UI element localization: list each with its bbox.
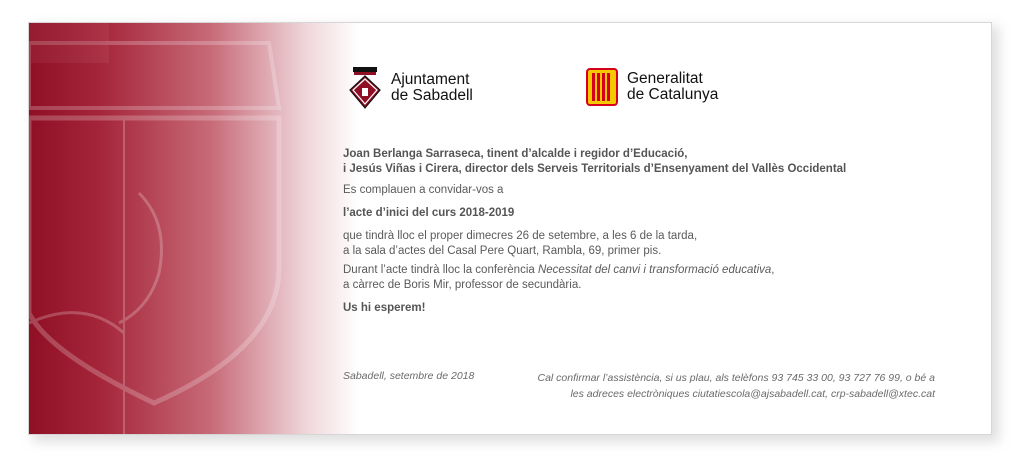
event-title: l’acte d’inici del curs 2018-2019: [343, 207, 515, 219]
ajuntament-line2: de Sabadell: [391, 87, 473, 104]
details-line-2: a la sala d’actes del Casal Pere Quart, Rambla, 69, primer pis.: [343, 245, 662, 257]
ajuntament-line1: Ajuntament: [391, 71, 470, 88]
hosts-line-1: Joan Berlanga Sarraseca, tinent d’alcalde i regidor d’Educació,: [343, 148, 688, 160]
invitation-text: [343, 147, 973, 316]
generalitat-line1: Generalitat: [627, 70, 703, 87]
speaker-line: a càrrec de Boris Mir, professor de secundària.: [343, 279, 582, 291]
rsvp-email-addresses: ciutatiescola@ajsabadell.cat, crp-sabadell@xtec.cat: [692, 388, 935, 400]
conference-title: Necessitat del canvi i transformació educativa: [537, 264, 772, 276]
invitation-card: [28, 22, 992, 435]
generalitat-line2: de Catalunya: [627, 86, 719, 103]
catalan-flag-icon: [585, 68, 619, 106]
place-date: Sabadell, setembre de 2018: [343, 370, 475, 382]
ajuntament-logo: [347, 66, 473, 110]
conference-line: [343, 263, 973, 278]
rsvp-line-1: Cal confirmar l’assistència, si us plau, als telèfons 93 745 33 00, 93 727 76 99, o bé a: [537, 372, 935, 384]
rsvp-line-2: [538, 386, 936, 402]
conference-suffix: ,: [771, 264, 775, 276]
conference-prefix: Durant l’acte tindrà lloc la conferència: [343, 264, 538, 276]
hosts-line-2: i Jesús Viñas i Cirera, director dels Serveis Territorials d’Ensenyament del Vallès Occidental: [343, 163, 847, 175]
closing-line: Us hi esperem!: [343, 302, 426, 314]
generalitat-logo: [585, 68, 718, 106]
coat-of-arms-watermark: [29, 23, 359, 434]
rsvp-info: [538, 370, 936, 402]
details-line-1: que tindrà lloc el proper dimecres 26 de setembre, a les 6 de la tarda,: [343, 230, 698, 242]
invite-line: Es complauen a convidar-vos a: [343, 184, 504, 196]
sabadell-coat-of-arms-icon: [347, 66, 383, 110]
rsvp-email-prefix: les adreces electròniques: [570, 388, 693, 400]
